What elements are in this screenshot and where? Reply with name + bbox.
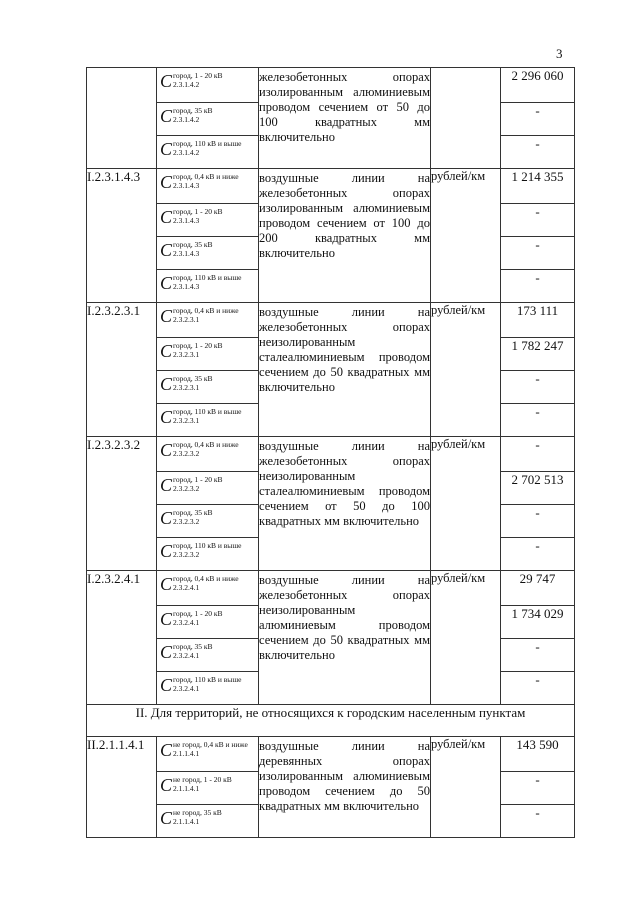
rate-symbol-cell bbox=[157, 338, 259, 371]
rate-symbol-cell bbox=[157, 538, 259, 571]
rate-symbol-sup: город, 0,4 кВ и ниже bbox=[173, 440, 239, 449]
value-cell: - bbox=[501, 772, 575, 805]
rate-symbol-cell bbox=[157, 472, 259, 505]
rate-symbol-sup: город, 35 кВ bbox=[173, 642, 213, 651]
rate-symbol-cell bbox=[157, 136, 259, 169]
rate-symbol-cell bbox=[157, 303, 259, 338]
rate-symbol-sup: город, 35 кВ bbox=[173, 508, 213, 517]
description-cell bbox=[259, 437, 431, 571]
rate-symbol-sub: 2.3.2.4.1 bbox=[173, 684, 200, 693]
rate-symbol-indices bbox=[173, 105, 213, 124]
rate-symbol-indices bbox=[173, 406, 241, 425]
table-row bbox=[87, 303, 575, 338]
rate-symbol-indices bbox=[173, 171, 239, 190]
value-cell: - bbox=[501, 404, 575, 437]
rate-symbol-sub: 2.3.2.3.2 bbox=[173, 484, 200, 493]
rate-symbol-sup: город, 0,4 кВ и ниже bbox=[173, 172, 239, 181]
rate-symbol-sub: 2.3.1.4.3 bbox=[173, 282, 200, 291]
rate-symbol bbox=[157, 371, 258, 395]
rate-symbol-sup: город, 1 - 20 кВ bbox=[173, 609, 223, 618]
value-cell: - bbox=[501, 538, 575, 571]
rate-symbol bbox=[157, 103, 258, 127]
value-cell: - bbox=[501, 237, 575, 270]
section-heading: II. Для территорий, не относящихся к городским населенным пунктам bbox=[87, 705, 575, 737]
rate-symbol-letter: C bbox=[160, 273, 173, 293]
rate-symbol-sub: 2.3.2.3.1 bbox=[173, 416, 200, 425]
value-cell: - bbox=[501, 103, 575, 136]
rate-symbol-sup: город, 110 кВ и выше bbox=[173, 675, 242, 684]
rate-symbol-indices bbox=[173, 138, 241, 157]
description-cell bbox=[259, 303, 431, 437]
unit-cell: рублей/км bbox=[431, 169, 501, 303]
rate-symbol-indices bbox=[173, 608, 223, 627]
rate-symbol-letter: C bbox=[160, 675, 173, 695]
description-text: железобетонных опорах изолированным алюминиевым проводом сечением от 50 до 100 квадратных мм включительно bbox=[259, 70, 430, 144]
rate-symbol bbox=[157, 338, 258, 362]
rate-symbol-letter: C bbox=[160, 341, 173, 361]
rate-symbol-sup: город, 110 кВ и выше bbox=[173, 139, 242, 148]
description-cell bbox=[259, 737, 431, 838]
unit-cell: рублей/км bbox=[431, 737, 501, 838]
rate-symbol-letter: C bbox=[160, 106, 173, 126]
rate-symbol-sub: 2.3.1.4.3 bbox=[173, 249, 200, 258]
rate-symbol-cell bbox=[157, 772, 259, 805]
rate-symbol-letter: C bbox=[160, 71, 173, 91]
item-code: I.2.3.2.3.2 bbox=[87, 437, 157, 571]
rate-symbol bbox=[157, 639, 258, 663]
rate-symbol-letter: C bbox=[160, 207, 173, 227]
value-cell: 29 747 bbox=[501, 571, 575, 606]
rate-symbol-letter: C bbox=[160, 508, 173, 528]
rate-symbol bbox=[157, 136, 258, 160]
rate-symbol-sub: 2.3.2.4.1 bbox=[173, 651, 200, 660]
rate-symbol-sup: город, 110 кВ и выше bbox=[173, 541, 242, 550]
rate-symbol-indices bbox=[173, 573, 239, 592]
description-cell bbox=[259, 68, 431, 169]
description-cell bbox=[259, 571, 431, 705]
rate-symbol-sub: 2.3.1.4.3 bbox=[173, 216, 200, 225]
rate-symbol-sup: не город, 35 кВ bbox=[173, 808, 222, 817]
value-cell: - bbox=[501, 136, 575, 169]
rate-symbol bbox=[157, 505, 258, 529]
rate-symbol-indices bbox=[173, 774, 232, 793]
rate-symbol-cell bbox=[157, 237, 259, 270]
rate-symbol-cell bbox=[157, 505, 259, 538]
rate-symbol-sub: 2.3.2.3.1 bbox=[173, 315, 200, 324]
item-code: I.2.3.2.3.1 bbox=[87, 303, 157, 437]
rate-symbol-letter: C bbox=[160, 808, 173, 828]
tariff-table bbox=[86, 67, 575, 838]
rate-symbol-indices bbox=[173, 674, 241, 693]
rate-symbol-cell bbox=[157, 737, 259, 772]
item-code bbox=[87, 68, 157, 169]
value-cell: 1 734 029 bbox=[501, 606, 575, 639]
value-cell: - bbox=[501, 505, 575, 538]
item-code: I.2.3.1.4.3 bbox=[87, 169, 157, 303]
rate-symbol-sup: город, 1 - 20 кВ bbox=[173, 341, 223, 350]
rate-symbol-sub: 2.3.2.3.2 bbox=[173, 550, 200, 559]
rate-symbol bbox=[157, 472, 258, 496]
table-row bbox=[87, 571, 575, 606]
tariff-table-body bbox=[87, 68, 575, 838]
table-row bbox=[87, 737, 575, 772]
rate-symbol bbox=[157, 672, 258, 696]
unit-cell: рублей/км bbox=[431, 303, 501, 437]
table-row bbox=[87, 169, 575, 204]
rate-symbol-cell bbox=[157, 437, 259, 472]
rate-symbol-cell bbox=[157, 404, 259, 437]
rate-symbol bbox=[157, 404, 258, 428]
rate-symbol-letter: C bbox=[160, 609, 173, 629]
rate-symbol-cell bbox=[157, 270, 259, 303]
description-text: воздушные линии на железобетонных опорах неизолированным алюминиевым проводом сечением до 50 квадратных мм включительно bbox=[259, 573, 430, 662]
rate-symbol-cell bbox=[157, 672, 259, 705]
table-row bbox=[87, 68, 575, 103]
rate-symbol bbox=[157, 68, 258, 92]
rate-symbol-sub: 2.3.2.3.2 bbox=[173, 449, 200, 458]
rate-symbol-sup: не город, 1 - 20 кВ bbox=[173, 775, 232, 784]
rate-symbol-letter: C bbox=[160, 407, 173, 427]
rate-symbol-letter: C bbox=[160, 541, 173, 561]
value-cell: - bbox=[501, 805, 575, 838]
rate-symbol-indices bbox=[173, 807, 222, 826]
rate-symbol bbox=[157, 303, 258, 327]
rate-symbol-sub: 2.3.2.3.2 bbox=[173, 517, 200, 526]
rate-symbol bbox=[157, 538, 258, 562]
rate-symbol-sub: 2.3.2.4.1 bbox=[173, 583, 200, 592]
rate-symbol bbox=[157, 169, 258, 193]
rate-symbol-cell bbox=[157, 68, 259, 103]
value-cell: 1 782 247 bbox=[501, 338, 575, 371]
rate-symbol bbox=[157, 437, 258, 461]
value-cell: 1 214 355 bbox=[501, 169, 575, 204]
rate-symbol bbox=[157, 270, 258, 294]
value-cell: - bbox=[501, 204, 575, 237]
table-row bbox=[87, 437, 575, 472]
rate-symbol-cell bbox=[157, 805, 259, 838]
rate-symbol-letter: C bbox=[160, 574, 173, 594]
rate-symbol-sup: город, 35 кВ bbox=[173, 240, 213, 249]
rate-symbol bbox=[157, 606, 258, 630]
rate-symbol bbox=[157, 237, 258, 261]
value-cell: 2 296 060 bbox=[501, 68, 575, 103]
rate-symbol-sup: город, 1 - 20 кВ bbox=[173, 207, 223, 216]
value-cell: - bbox=[501, 371, 575, 404]
rate-symbol bbox=[157, 571, 258, 595]
rate-symbol-cell bbox=[157, 571, 259, 606]
rate-symbol-indices bbox=[173, 206, 223, 225]
rate-symbol-cell bbox=[157, 371, 259, 404]
rate-symbol-letter: C bbox=[160, 740, 173, 760]
rate-symbol-letter: C bbox=[160, 440, 173, 460]
rate-symbol-sup: город, 35 кВ bbox=[173, 106, 213, 115]
rate-symbol-letter: C bbox=[160, 374, 173, 394]
value-cell: 143 590 bbox=[501, 737, 575, 772]
rate-symbol-sub: 2.3.1.4.3 bbox=[173, 181, 200, 190]
rate-symbol-indices bbox=[173, 70, 223, 89]
rate-symbol-sup: город, 1 - 20 кВ bbox=[173, 475, 223, 484]
unit-cell: рублей/км bbox=[431, 437, 501, 571]
unit-cell bbox=[431, 68, 501, 169]
page-number: 3 bbox=[556, 46, 563, 61]
rate-symbol-letter: C bbox=[160, 642, 173, 662]
rate-symbol-sup: город, 1 - 20 кВ bbox=[173, 71, 223, 80]
rate-symbol-sup: город, 0,4 кВ и ниже bbox=[173, 306, 239, 315]
value-cell: - bbox=[501, 437, 575, 472]
rate-symbol-indices bbox=[173, 305, 239, 324]
rate-symbol-indices bbox=[173, 439, 239, 458]
rate-symbol bbox=[157, 772, 258, 796]
rate-symbol-letter: C bbox=[160, 139, 173, 159]
rate-symbol bbox=[157, 204, 258, 228]
value-cell: - bbox=[501, 639, 575, 672]
rate-symbol-letter: C bbox=[160, 240, 173, 260]
rate-symbol-indices bbox=[173, 239, 213, 258]
rate-symbol-sup: город, 0,4 кВ и ниже bbox=[173, 574, 239, 583]
rate-symbol-cell bbox=[157, 606, 259, 639]
rate-symbol-sub: 2.3.1.4.2 bbox=[173, 115, 200, 124]
rate-symbol-indices bbox=[173, 474, 223, 493]
description-text: воздушные линии на железобетонных опорах изолированным алюминиевым проводом сечением от 100 до 200 квадратных мм включительно bbox=[259, 171, 430, 260]
value-cell: - bbox=[501, 270, 575, 303]
value-cell: 2 702 513 bbox=[501, 472, 575, 505]
rate-symbol-letter: C bbox=[160, 306, 173, 326]
rate-symbol-sub: 2.1.1.4.1 bbox=[173, 817, 200, 826]
rate-symbol-letter: C bbox=[160, 775, 173, 795]
rate-symbol-indices bbox=[173, 272, 241, 291]
rate-symbol-sup: город, 110 кВ и выше bbox=[173, 273, 242, 282]
rate-symbol-indices bbox=[173, 507, 213, 526]
rate-symbol-sub: 2.3.1.4.2 bbox=[173, 80, 200, 89]
item-code: II.2.1.1.4.1 bbox=[87, 737, 157, 838]
description-cell bbox=[259, 169, 431, 303]
rate-symbol-cell bbox=[157, 169, 259, 204]
rate-symbol-indices bbox=[173, 373, 213, 392]
value-cell: - bbox=[501, 672, 575, 705]
rate-symbol-sub: 2.3.1.4.2 bbox=[173, 148, 200, 157]
description-text: воздушные линии на железобетонных опорах неизолированным сталеалюминиевым проводом сечением до 50 квадратных мм включительно bbox=[259, 305, 430, 394]
rate-symbol-sup: не город, 0,4 кВ и ниже bbox=[173, 740, 248, 749]
rate-symbol-cell bbox=[157, 103, 259, 136]
rate-symbol-letter: C bbox=[160, 172, 173, 192]
rate-symbol-indices bbox=[173, 641, 213, 660]
value-cell: 173 111 bbox=[501, 303, 575, 338]
description-text: воздушные линии на железобетонных опорах неизолированным сталеалюминиевым проводом сечением от 50 до 100 квадратных мм включительно bbox=[259, 439, 430, 528]
rate-symbol-sub: 2.1.1.4.1 bbox=[173, 749, 200, 758]
description-text: воздушные линии на деревянных опорах изолированным алюминиевым проводом сечением до 50 квадратных мм включительно bbox=[259, 739, 430, 813]
section-row bbox=[87, 705, 575, 737]
rate-symbol-sup: город, 110 кВ и выше bbox=[173, 407, 242, 416]
rate-symbol bbox=[157, 737, 258, 761]
rate-symbol-sub: 2.3.2.3.1 bbox=[173, 350, 200, 359]
rate-symbol-sub: 2.3.2.3.1 bbox=[173, 383, 200, 392]
rate-symbol-indices bbox=[173, 739, 248, 758]
rate-symbol-sub: 2.1.1.4.1 bbox=[173, 784, 200, 793]
rate-symbol-sub: 2.3.2.4.1 bbox=[173, 618, 200, 627]
item-code: I.2.3.2.4.1 bbox=[87, 571, 157, 705]
rate-symbol-sup: город, 35 кВ bbox=[173, 374, 213, 383]
unit-cell: рублей/км bbox=[431, 571, 501, 705]
rate-symbol-cell bbox=[157, 204, 259, 237]
rate-symbol-cell bbox=[157, 639, 259, 672]
rate-symbol-letter: C bbox=[160, 475, 173, 495]
rate-symbol-indices bbox=[173, 340, 223, 359]
rate-symbol-indices bbox=[173, 540, 241, 559]
rate-symbol bbox=[157, 805, 258, 829]
